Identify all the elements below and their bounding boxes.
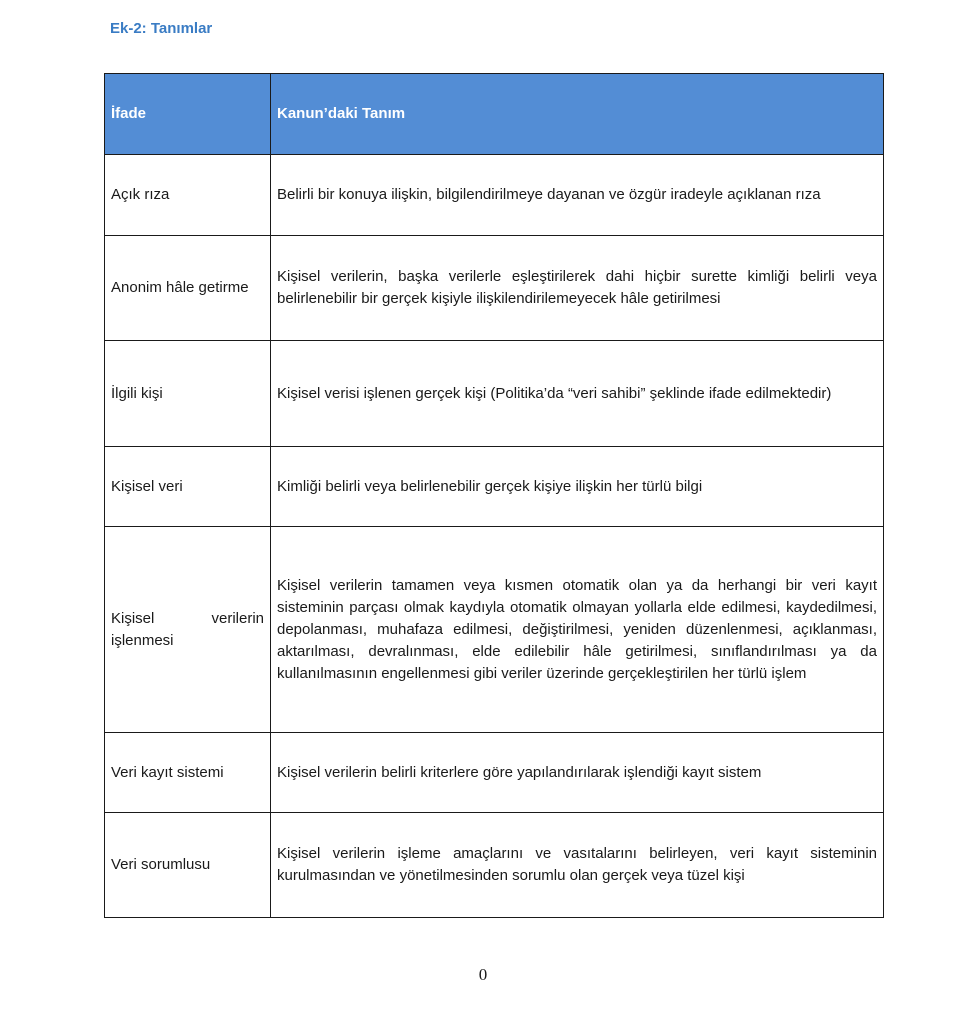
- table-row: [105, 155, 884, 236]
- term-cell: Veri sorumlusu: [105, 813, 271, 918]
- term-cell: Açık rıza: [105, 155, 271, 236]
- definition-cell: Kişisel verilerin tamamen veya kısmen otomatik olan ya da herhangi bir veri kayıt sisteminin parçası olmak kaydıyla otomatik olmayan yollarla elde edilmesi, kaydedilmesi, depolanması, muhafaza edilmesi, değiştirilmesi, yeniden düzenlenmesi, açıklanması, aktarılması, devralınması, elde edilebilir hâle getirilmesi, sınıflandırılması ya da kullanılmasının engellenmesi gibi veriler üzerinde gerçekleştirilen her türlü işlem: [271, 527, 884, 733]
- definition-cell: Kişisel verisi işlenen gerçek kişi (Politika’da “veri sahibi” şeklinde ifade edilmektedir): [271, 341, 884, 447]
- term-line: işlenmesi: [111, 631, 174, 649]
- table-row: [105, 236, 884, 341]
- column-header-term: İfade: [105, 74, 271, 155]
- table-row: [105, 813, 884, 918]
- definition-cell: Kişisel verilerin, başka verilerle eşleştirilerek dahi hiçbir surette kimliği belirli veya belirlenebilir bir gerçek kişiyle ilişkilendirilemeyecek hâle getirilmesi: [271, 236, 884, 341]
- term-line: Kişisel verilerin: [111, 609, 264, 627]
- table-header-row: [105, 74, 884, 155]
- table-row: [105, 733, 884, 813]
- table-row: [105, 527, 884, 733]
- definition-cell: Belirli bir konuya ilişkin, bilgilendirilmeye dayanan ve özgür iradeyle açıklanan rıza: [271, 155, 884, 236]
- definition-cell: Kimliği belirli veya belirlenebilir gerçek kişiye ilişkin her türlü bilgi: [271, 447, 884, 527]
- definitions-table: [104, 73, 884, 918]
- table-row: [105, 447, 884, 527]
- term-cell: Veri kayıt sistemi: [105, 733, 271, 813]
- table-row: [105, 341, 884, 447]
- term-cell: Kişisel veri: [105, 447, 271, 527]
- definition-cell: Kişisel verilerin işleme amaçlarını ve vasıtalarını belirleyen, veri kayıt sisteminin kurulmasından ve yönetilmesinden sorumlu olan gerçek veya tüzel kişi: [271, 813, 884, 918]
- column-header-definition: Kanun’daki Tanım: [271, 74, 884, 155]
- section-heading: Ek-2: Tanımlar: [110, 20, 213, 37]
- definition-cell: Kişisel verilerin belirli kriterlere göre yapılandırılarak işlendiği kayıt sistem: [271, 733, 884, 813]
- term-cell: Anonim hâle getirme: [105, 236, 271, 341]
- page-number: 0: [478, 965, 488, 984]
- term-cell: İlgili kişi: [105, 341, 271, 447]
- term-cell: [105, 527, 271, 733]
